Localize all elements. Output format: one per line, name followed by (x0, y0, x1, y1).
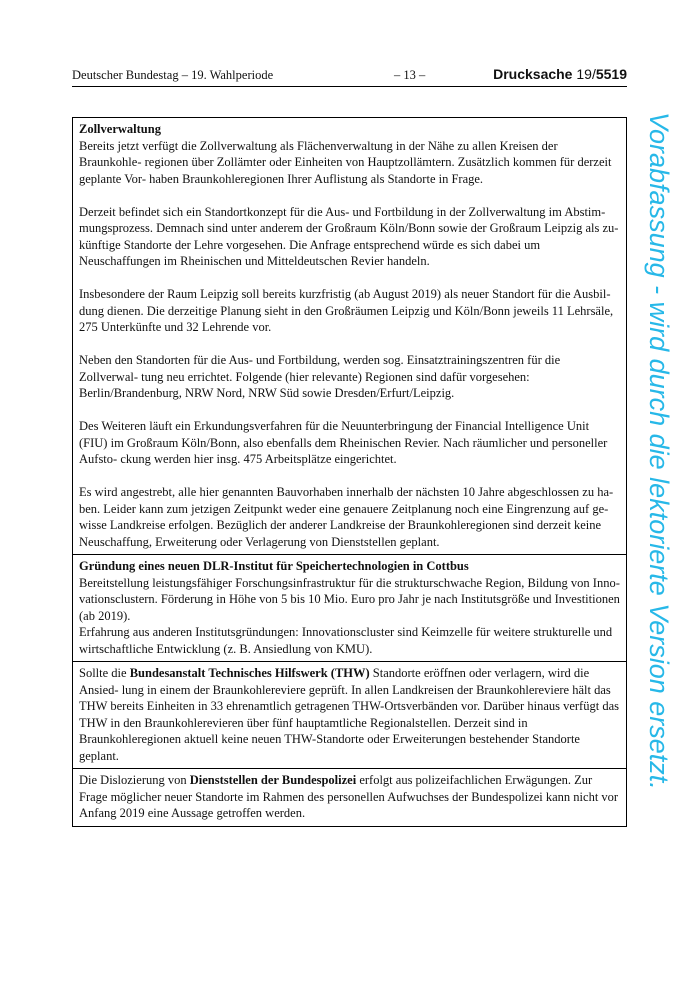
content-table (72, 117, 627, 827)
emphasis: Dienststellen der Bundespolizei (189, 773, 357, 787)
document-id: 5519 (595, 66, 627, 82)
paragraph: Es wird angestrebt, alle hier genannten Bauvorhaben innerhalb der nächsten 10 Jahre abgeschlossen zu ha- ben. Leider kann zum jetzigen Zeitpunkt weder eine genauere Zeitplanung noch eine Eingrenzung auf ge- wisse Landkreise erfolgen. Bezüglich der anderer Landkreise der Braunkohleregionen sind derzeit keine Neuschaffung, Erweiterung oder Verlagerung von Dienststellen geplant. (79, 485, 614, 549)
text-run: Standorte eröffnen oder verlagern, wird die Ansied- lung in einem der Braunkohlereviere geprüft. In allen Landkreisen der Braunkohlereviere hält das THW bereits Einheiten in 33 ehrenamtlich getragenen THW-Ortsverbänden vor. Darüber hinaus verfügt das THW in den Braunkohlerevieren über fünf hauptamtliche Regionalstellen. Derzeit sind in Braunkohleregionen aktuell keine neuen THW-Standorte oder Erweiterungen bestehender Standorte geplant. (79, 666, 619, 763)
document-number (493, 66, 627, 82)
section-title: Gründung eines neuen DLR-Institut für Speichertechnologien in Cottbus (79, 559, 469, 573)
paragraph: Neben den Standorten für die Aus- und Fortbildung, werden sog. Einsatztrainingszentren für die Zollverwal- tung neu errichtet. Folgende (hier relevante) Regionen sind dafür vorgesehen: Berlin/Brandenburg, NRW Nord, NRW Süd sowie Dresden/Erfurt/Leipzig. (79, 353, 561, 400)
paragraph: Bereits jetzt verfügt die Zollverwaltung als Flächenverwaltung in der Nähe zu allen Kreisen der Braunkohle- regionen über Zollämter oder Einheiten von Hauptzollämtern. Zusätzlich kommen für derzeit geplante Vor- haben Braunkohleregionen Ihrer Auflistung als Standorte in Frage. (79, 138, 612, 186)
text-run: Sollte die (79, 666, 130, 680)
section-thw (73, 661, 626, 768)
draft-watermark (640, 112, 680, 912)
text-run: erfolgt aus polizeifachlichen Erwägungen. Zur Frage möglicher neuer Standorte im Rahmen des personellen Aufwuchses der Bundespolizei kann nicht vor Anfang 2019 eine Aussage getroffen werden. (79, 773, 619, 820)
section-title: Zollverwaltung (79, 122, 161, 136)
page-number: – 13 – (394, 68, 426, 82)
section-dlr-institut (73, 554, 626, 661)
paragraph: Derzeit befindet sich ein Standortkonzept für die Aus- und Fortbildung in der Zollverwaltung im Abstim- mungsprozess. Demnach sind unter anderem der Großraum Köln/Bonn sowie der Großraum Leipzig als zu- künftige Standorte der Lehre vorgesehen. Die Anfrage entsprechend würde es sich dabei um Neuschaffungen im Rheinischen und Mitteldeutschen Revier handeln. (79, 204, 619, 268)
paragraph: Bereitstellung leistungsfähiger Forschungsinfrastruktur für die strukturschwache Region, Bildung von Inno- vationsclustern. Förderung in Höhe von 5 bis 10 Mio. Euro pro Jahr je nach Institutsgröße und Investitionen (ab 2019). (79, 575, 620, 623)
document-prefix: 19/ (576, 66, 596, 82)
document-label: Drucksache (493, 66, 573, 82)
paragraph: Des Weiteren läuft ein Erkundungsverfahren für die Neuunterbringung der Financial Intelligence Unit (FIU) im Großraum Köln/Bonn, also ebenfalls dem Rheinischen Revier. Nach räumlicher und personeller Aufsto- ckung werden hier insg. 475 Arbeitsplätze eingerichtet. (79, 419, 608, 466)
page-header (72, 66, 627, 87)
watermark-text: Vorabfassung - wird durch die lektorierte Version ersetzt. (644, 112, 674, 790)
paragraph: Erfahrung aus anderen Institutsgründungen: Innovationscluster sind Keimzelle für weitere strukturelle und wirtschaftliche Entwicklung (z. B. Ansiedlung von KMU). (79, 625, 613, 656)
paragraph (79, 772, 620, 822)
paragraph (79, 665, 620, 764)
section-zollverwaltung (73, 118, 626, 554)
section-bundespolizei (73, 768, 626, 826)
text-run: Die Dislozierung von (79, 773, 190, 787)
paragraph: Insbesondere der Raum Leipzig soll bereits kurzfristig (ab August 2019) als neuer Standort für die Ausbil- dung dienen. Die derzeitige Planung sieht in den Großräumen Leipzig und Köln/Bonn jeweils 11 Lehrsäle, 275 Unterkünfte und 32 Lehrende vor. (79, 287, 614, 334)
emphasis: Bundesanstalt Technisches Hilfswerk (THW) (129, 666, 370, 680)
header-parliament: Deutscher Bundestag – 19. Wahlperiode (72, 68, 274, 82)
